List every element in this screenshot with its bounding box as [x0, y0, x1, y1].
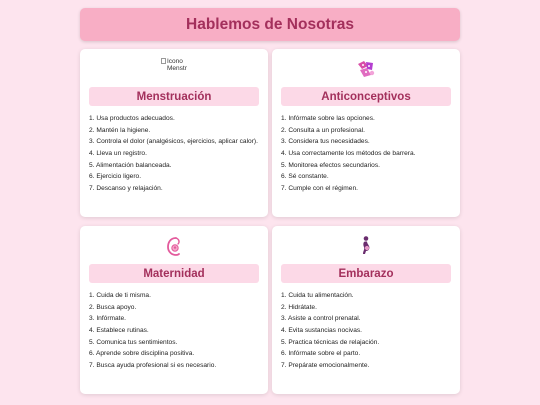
- card-title-box: [281, 264, 451, 283]
- list-item: 6. Aprende sobre disciplina positiva.: [89, 350, 195, 358]
- tips-list: [89, 292, 261, 374]
- page-title: Hablemos de Nosotras: [186, 15, 354, 33]
- tips-list: [281, 115, 453, 197]
- card-title: Anticonceptivos: [321, 90, 411, 103]
- mother-baby-icon: [164, 235, 184, 257]
- card-maternidad: [80, 226, 268, 394]
- list-item: 1. Cuida de ti misma.: [89, 292, 151, 299]
- list-item: 5. Comunica tus sentimientos.: [89, 338, 178, 346]
- card-title-box: [89, 264, 259, 283]
- list-item: 3. Controla el dolor (analgésicos, ejercicios, aplicar calor).: [89, 138, 258, 146]
- broken-image-icon: [161, 58, 187, 80]
- list-item: 7. Descanso y relajación.: [89, 185, 163, 193]
- tips-list: [281, 292, 453, 374]
- card-anticonceptivos: [272, 49, 460, 217]
- list-item: 7. Cumple con el régimen.: [281, 185, 358, 193]
- icon-alt-text: Icono Menstr: [167, 58, 187, 72]
- list-item: 5. Alimentación balanceada.: [89, 161, 172, 169]
- list-item: 2. Busca apoyo.: [89, 303, 137, 311]
- page-header: [80, 8, 460, 41]
- list-item: 6. Ejercicio ligero.: [89, 173, 142, 181]
- card-menstruacion: [80, 49, 268, 217]
- list-item: 3. Considera tus necesidades.: [281, 138, 370, 146]
- list-item: 5. Practica técnicas de relajación.: [281, 338, 380, 346]
- pregnant-woman-icon: [358, 235, 374, 257]
- tips-list: [89, 115, 261, 197]
- card-title: Embarazo: [338, 267, 394, 280]
- list-item: 7. Prepárate emocionalmente.: [281, 362, 370, 370]
- list-item: 5. Monitorea efectos secundarios.: [281, 161, 380, 169]
- card-title: Menstruación: [136, 90, 212, 103]
- list-item: 3. Infórmate.: [89, 315, 127, 323]
- card-embarazo: [272, 226, 460, 394]
- list-item: 1. Infórmate sobre las opciones.: [281, 115, 375, 122]
- card-title: Maternidad: [143, 267, 205, 280]
- contraceptive-pills-icon: [355, 58, 377, 80]
- list-item: 4. Usa correctamente los métodos de barrera.: [281, 150, 416, 158]
- list-item: 1. Cuida tu alimentación.: [281, 292, 354, 299]
- list-item: 2. Hidrátate.: [281, 303, 317, 311]
- list-item: 2. Consulta a un profesional.: [281, 126, 365, 134]
- card-title-box: [89, 87, 259, 106]
- list-item: 6. Infórmate sobre el parto.: [281, 350, 361, 358]
- list-item: 2. Mantén la higiene.: [89, 126, 151, 134]
- list-item: 6. Sé constante.: [281, 173, 329, 181]
- list-item: 4. Evita sustancias nocivas.: [281, 327, 362, 335]
- list-item: 4. Lleva un registro.: [89, 150, 147, 158]
- list-item: 7. Busca ayuda profesional si es necesario.: [89, 362, 217, 370]
- list-item: 3. Asiste a control prenatal.: [281, 315, 361, 323]
- card-title-box: [281, 87, 451, 106]
- list-item: 4. Establece rutinas.: [89, 327, 149, 335]
- list-item: 1. Usa productos adecuados.: [89, 115, 175, 122]
